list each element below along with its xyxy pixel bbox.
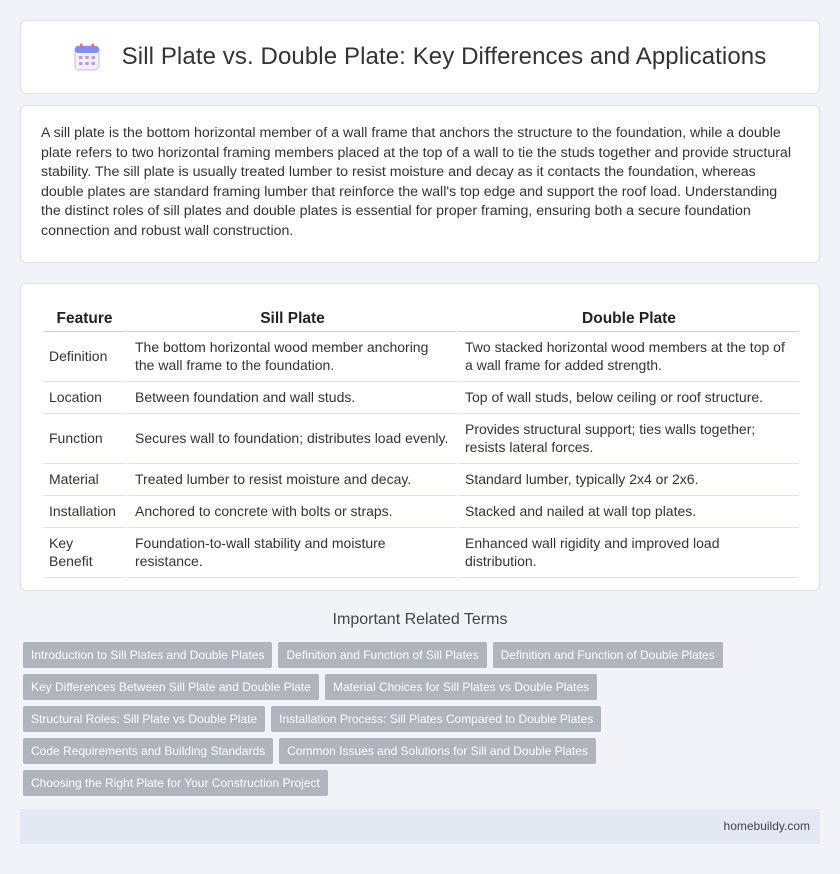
sill-plate-cell: Foundation-to-wall stability and moisture resistance. (126, 528, 456, 578)
term-tag[interactable]: Common Issues and Solutions for Sill and Double Plates (279, 738, 596, 764)
comparison-table (43, 304, 799, 578)
related-terms-heading: Important Related Terms (332, 611, 508, 628)
feature-cell: Location (43, 382, 126, 414)
double-plate-cell: Top of wall studs, below ceiling or roof structure. (456, 382, 799, 414)
feature-cell: Material (43, 464, 126, 496)
sill-plate-cell: Secures wall to foundation; distributes load evenly. (126, 414, 456, 464)
feature-cell: Key Benefit (43, 528, 126, 578)
term-tag[interactable]: Structural Roles: Sill Plate vs Double Plate (23, 706, 265, 732)
double-plate-cell: Stacked and nailed at wall top plates. (456, 496, 799, 528)
sill-plate-cell: Between foundation and wall studs. (126, 382, 456, 414)
related-terms-list (23, 642, 823, 802)
intro-paragraph: A sill plate is the bottom horizontal member of a wall frame that anchors the structure to the foundation, while a double plate refers to two horizontal framing members placed at the top of a wall to tie the studs together and provide structural stability. The sill plate is usually treated lumber to resist moisture and decay as it contacts the foundation, whereas double plates are standard framing lumber that reinforce the wall's top edge and support the roof load. Understanding the distinct roles of sill plates and double plates is essential for proper framing, ensuring both a secure foundation connection and robust wall construction. (41, 125, 791, 239)
term-tag[interactable]: Material Choices for Sill Plates vs Double Plates (325, 674, 597, 700)
comparison-table-card (20, 283, 820, 591)
term-tag[interactable]: Introduction to Sill Plates and Double Plates (23, 642, 272, 668)
feature-cell: Function (43, 414, 126, 464)
term-tag[interactable]: Key Differences Between Sill Plate and Double Plate (23, 674, 319, 700)
table-header-row (43, 304, 799, 332)
header-feature: Feature (43, 304, 126, 332)
table-row (43, 382, 799, 414)
sill-plate-cell: Anchored to concrete with bolts or straps. (126, 496, 456, 528)
footer (20, 809, 820, 844)
sill-plate-cell: Treated lumber to resist moisture and decay. (126, 464, 456, 496)
term-tag[interactable]: Definition and Function of Double Plates (493, 642, 723, 668)
term-tag[interactable]: Definition and Function of Sill Plates (278, 642, 486, 668)
sill-plate-cell: The bottom horizontal wood member anchoring the wall frame to the foundation. (126, 332, 456, 382)
double-plate-cell: Enhanced wall rigidity and improved load distribution. (456, 528, 799, 578)
double-plate-cell: Standard lumber, typically 2x4 or 2x6. (456, 464, 799, 496)
header-double-plate: Double Plate (456, 304, 799, 332)
calendar-icon (74, 43, 100, 71)
feature-cell: Installation (43, 496, 126, 528)
term-tag[interactable]: Installation Process: Sill Plates Compared to Double Plates (271, 706, 601, 732)
table-row (43, 496, 799, 528)
table-row (43, 414, 799, 464)
term-tag[interactable]: Code Requirements and Building Standards (23, 738, 273, 764)
table-row (43, 528, 799, 578)
page-title: Sill Plate vs. Double Plate: Key Differences and Applications (121, 43, 767, 70)
table-row (43, 464, 799, 496)
header-sill-plate: Sill Plate (126, 304, 456, 332)
table-row (43, 332, 799, 382)
double-plate-cell: Provides structural support; ties walls together; resists lateral forces. (456, 414, 799, 464)
header-card (20, 20, 820, 94)
intro-card (20, 105, 820, 263)
double-plate-cell: Two stacked horizontal wood members at the top of a wall frame for added strength. (456, 332, 799, 382)
feature-cell: Definition (43, 332, 126, 382)
footer-site-link[interactable]: homebuildy.com (723, 819, 810, 833)
term-tag[interactable]: Choosing the Right Plate for Your Construction Project (23, 770, 328, 796)
